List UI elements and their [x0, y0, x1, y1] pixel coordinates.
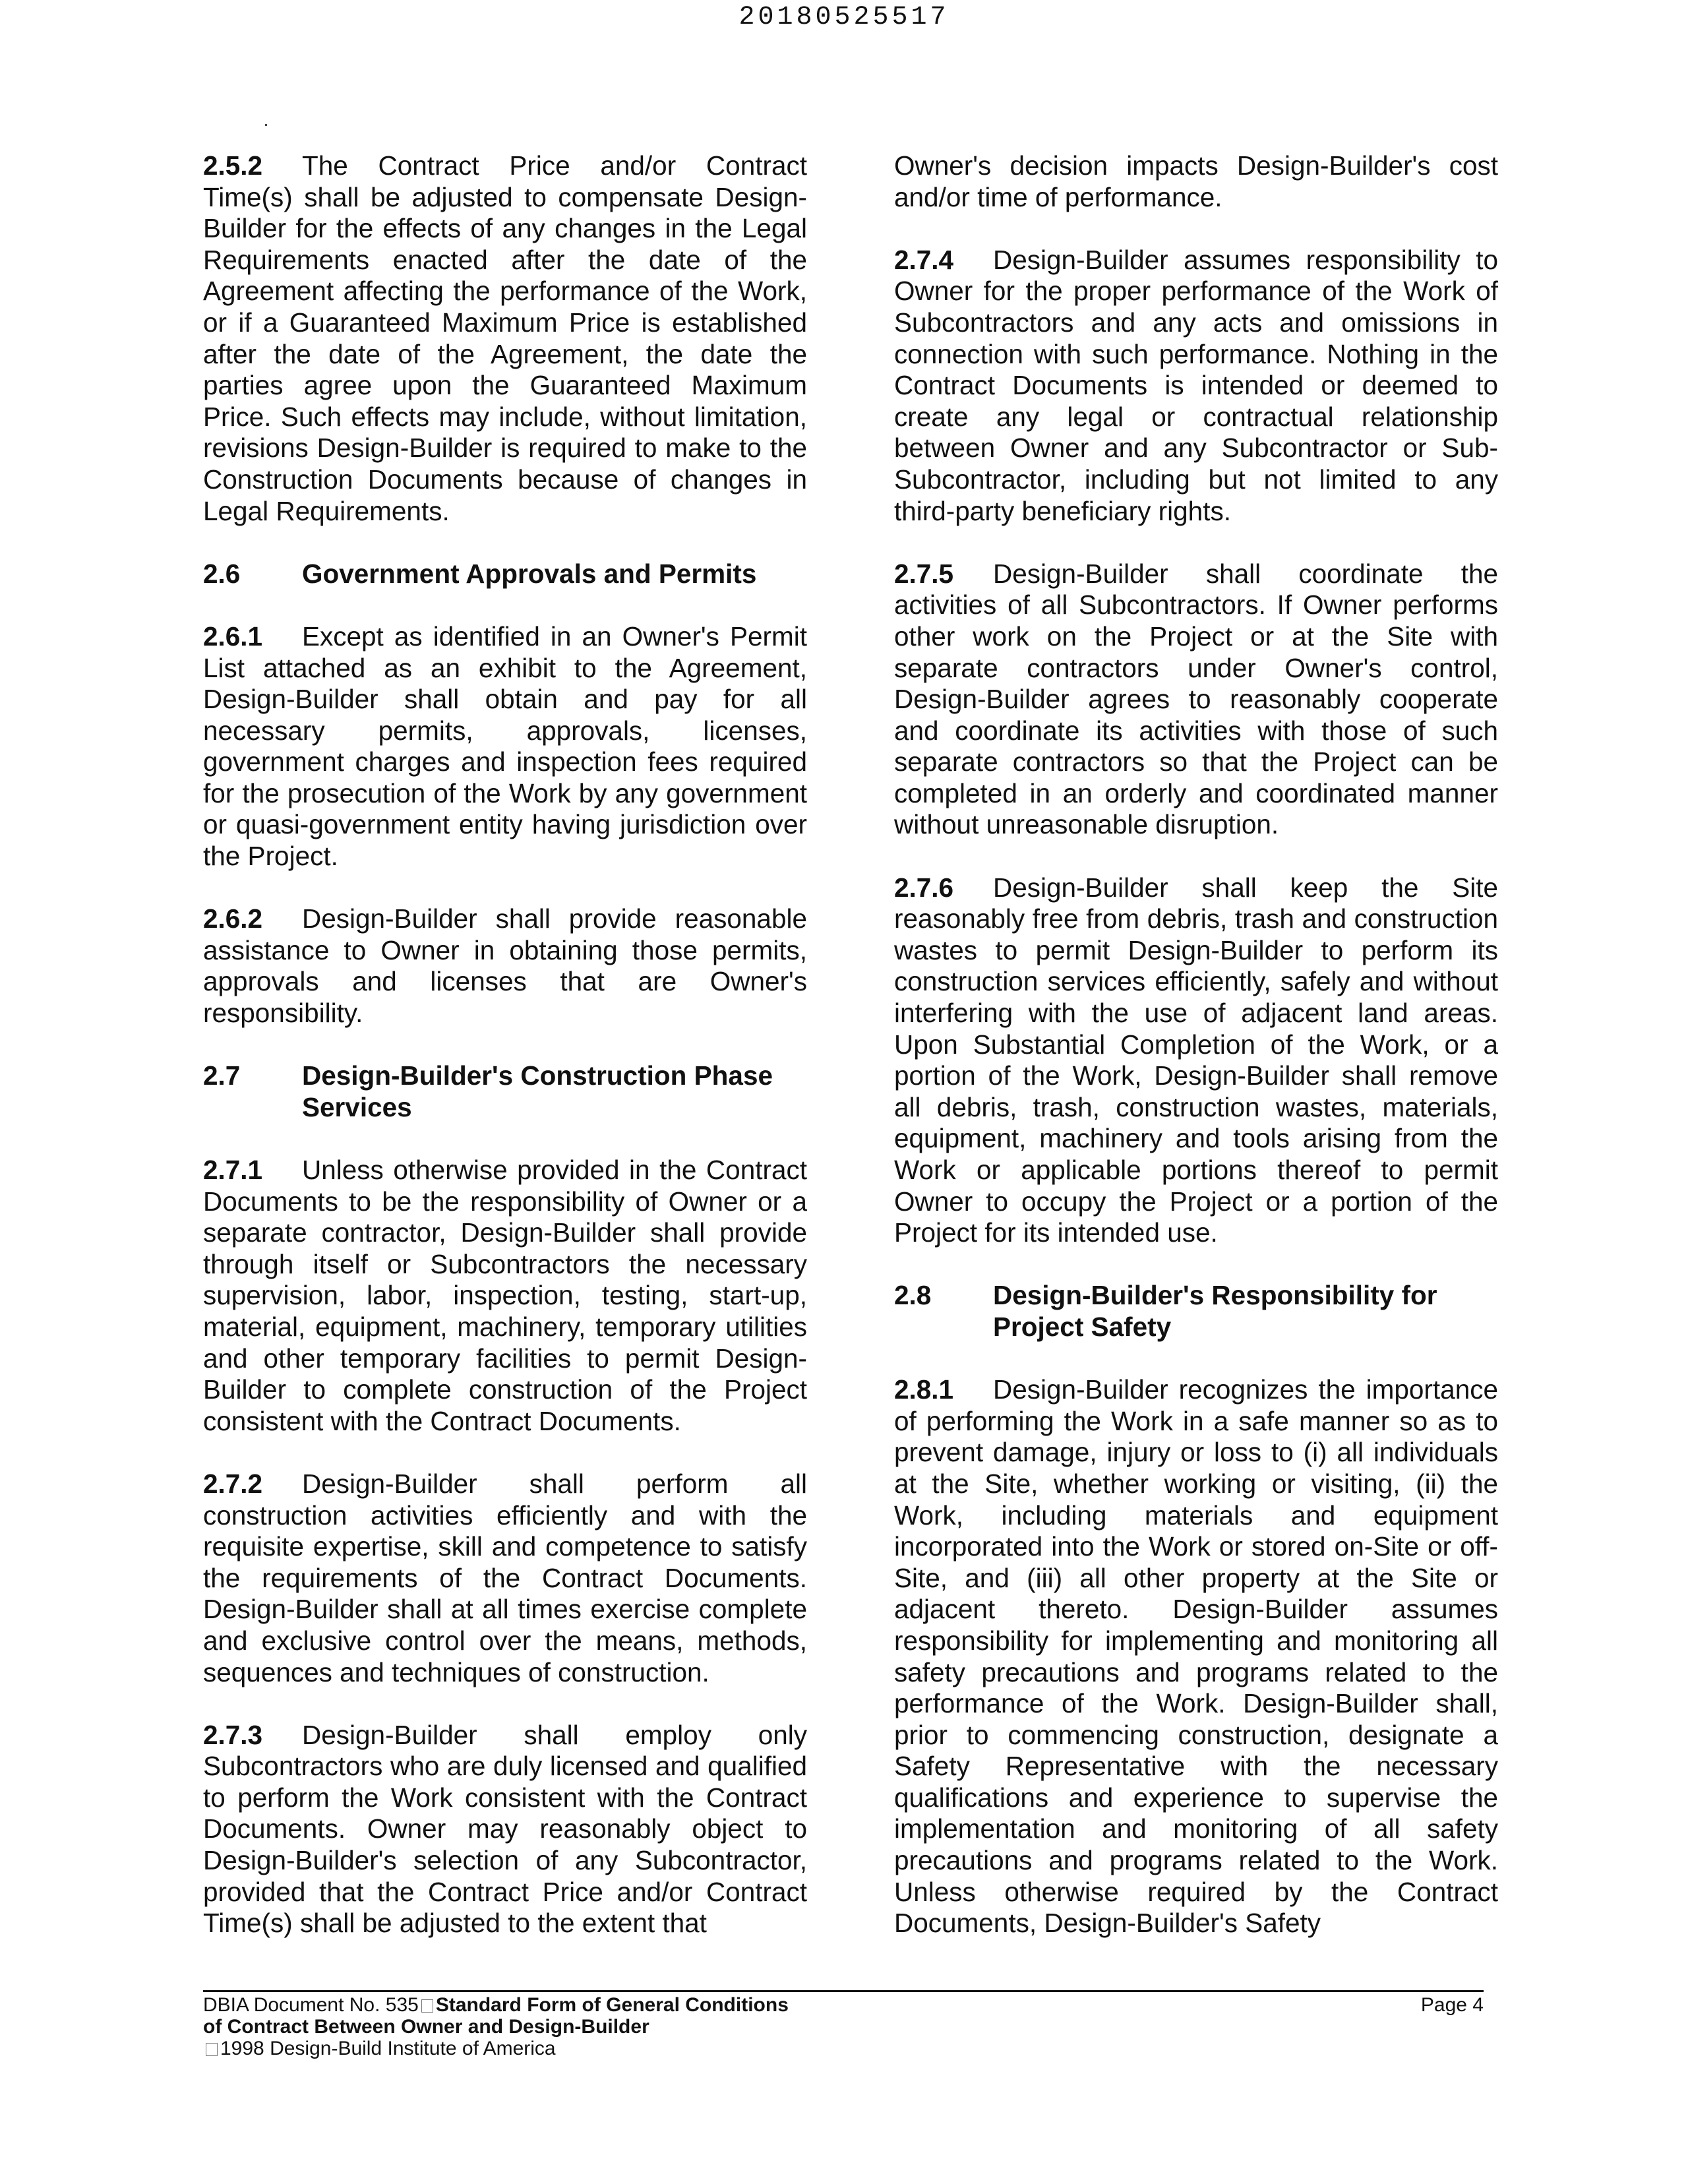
paragraph-text: Design-Builder assumes responsibility to Owner for the proper performance of the Work of Subcontractors and any acts and omissions in connection with such performance. Nothing in the Contract Documents is intended or deemed to create any legal or contractual relationship between Owner and any Subcontractor or Sub-Subcontractor, including but not limited to any third-party beneficiary rights.: [894, 244, 1498, 526]
section-number: 2.7.5: [894, 558, 954, 589]
footer-line-1: [203, 1994, 1484, 2016]
section-number: 2.7.2: [203, 1468, 263, 1499]
section-number: 2.7.3: [203, 1719, 263, 1750]
footer-rule: [203, 1990, 1484, 1992]
footer-title-line-2: of Contract Between Owner and Design-Builder: [203, 2016, 649, 2038]
paragraph-2-7-1: [203, 1155, 807, 1437]
paragraph-text: Unless otherwise provided in the Contract Documents to be the responsibility of Owner or a separate contractor, Design-Builder shall provide through itself or Subcontractors the necessary supervision, labor, inspection, testing, start-up, material, equipment, machinery, temporary utilities and other temporary facilities to permit Design-Builder to complete construction of the Project consistent with the Contract Documents.: [203, 1155, 807, 1436]
page-number: Page 4: [1420, 1994, 1484, 2016]
section-number: 2.7: [203, 1060, 241, 1091]
heading-2-6: [203, 559, 807, 590]
section-number: 2.6.1: [203, 621, 263, 652]
footer-title-line-1: Standard Form of General Conditions: [435, 1994, 789, 2016]
paragraph-text: Design-Builder shall coordinate the activities of all Subcontractors. If Owner performs other work on the Project or at the Site with separate contractors under Owner's control, Design-Builder agrees to reasonably cooperate and coordinate its activities with those of such separate contractors so that the Project can be completed in an orderly and coordinated manner without unreasonable disruption.: [894, 558, 1498, 840]
copyright-glyph-icon: [206, 2043, 218, 2056]
section-number: 2.6.2: [203, 903, 263, 934]
paragraph-text: Design-Builder shall perform all construction activities efficiently and with the requisite expertise, skill and competence to satisfy the requirements of the Contract Documents. Design-Builder shall at all times exercise complete and exclusive control over the means, methods, sequences and techniques of construction.: [203, 1468, 807, 1687]
paragraph-2-7-4: [894, 245, 1498, 527]
scan-speck: [265, 124, 267, 126]
footer-doc-number: DBIA Document No. 535: [203, 1994, 419, 2016]
paragraph-text: Design-Builder recognizes the importance of performing the Work in a safe manner so as to prevent damage, injury or loss to (i) all individuals at the Site, whether working or visiting, (ii) the Work, including materials and equipment incorporated into the Work or stored on-Site or off-Site, and (iii) all other property at the Site or adjacent thereto. Design-Builder assumes responsibility for implementing and monitoring all safety precautions and programs related to the performance of the Work. Design-Builder shall, prior to commencing construction, designate a Safety Representative with the necessary qualifications and experience to supervise the implementation and monitoring of all safety precautions and programs related to the Work. Unless otherwise required by the Contract Documents, Design-Builder's Safety: [894, 1374, 1498, 1939]
heading-2-7: [203, 1060, 807, 1123]
paragraph-2-7-6: [894, 872, 1498, 1249]
paragraph-text: Except as identified in an Owner's Permit List attached as an exhibit to the Agreement, Design-Builder shall obtain and pay for all necessary permits, approvals, licenses, government charges and inspection fees required for the prosecution of the Work by any government or quasi-government entity having jurisdiction over the Project.: [203, 621, 807, 872]
separator-glyph-icon: [421, 1999, 433, 2013]
section-number: 2.5.2: [203, 150, 263, 181]
paragraph-2-7-3: [203, 1720, 807, 1939]
paragraph-text: Design-Builder shall employ only Subcontractors who are duly licensed and qualified to perform the Work consistent with the Contract Documents. Owner may reasonably object to Design-Builder's selection of any Subcontractor, provided that the Contract Price and/or Contract Time(s) shall be adjusted to the extent that: [203, 1719, 807, 1939]
paragraph-text: Design-Builder shall provide reasonable assistance to Owner in obtaining those permits, approvals and licenses that are Owner's responsibility.: [203, 903, 807, 1029]
section-title: Design-Builder's Construction Phase Services: [302, 1060, 773, 1122]
paragraph-2-7-2: [203, 1469, 807, 1688]
footer-line-2: [203, 2016, 1484, 2038]
page-footer: [203, 1994, 1484, 2059]
paragraph-2-6-2: [203, 903, 807, 1029]
paragraph-text: Owner's decision impacts Design-Builder's cost and/or time of performance.: [894, 150, 1498, 212]
paragraph-text: The Contract Price and/or Contract Time(s) shall be adjusted to compensate Design-Builder for the effects of any changes in the Legal Requirements enacted after the date of the Agreement affecting the performance of the Work, or if a Guaranteed Maximum Price is established after the date of the Agreement, the date the parties agree upon the Guaranteed Maximum Price. Such effects may include, without limitation, revisions Design-Builder is required to make to the Construction Documents because of changes in Legal Requirements.: [203, 150, 807, 526]
footer-copyright: 1998 Design-Build Institute of America: [220, 2038, 556, 2059]
section-number: 2.6: [203, 558, 241, 589]
section-number: 2.7.4: [894, 244, 954, 275]
section-number: 2.8.1: [894, 1374, 954, 1405]
section-title: Design-Builder's Responsibility for Project Safety: [993, 1280, 1437, 1342]
document-id: 20180525517: [738, 3, 950, 32]
left-column: [203, 150, 807, 1970]
section-number: 2.8: [894, 1280, 932, 1311]
section-title: Government Approvals and Permits: [302, 558, 757, 589]
paragraph-2-6-1: [203, 621, 807, 872]
section-number: 2.7.6: [894, 872, 954, 903]
paragraph-text: Design-Builder shall keep the Site reasonably free from debris, trash and construction wastes to permit Design-Builder to perform its construction services efficiently, safely and without interfering with the use of adjacent land areas. Upon Substantial Completion of the Work, or a portion of the Work, Design-Builder shall remove all debris, trash, construction wastes, materials, equipment, machinery and tools arising from the Work or applicable portions thereof to permit Owner to occupy the Project or a portion of the Project for its intended use.: [894, 872, 1498, 1248]
right-column: [894, 150, 1498, 1970]
paragraph-2-7-5: [894, 559, 1498, 841]
paragraph-2-7-3-continued: [894, 150, 1498, 213]
footer-line-3: [203, 2038, 1484, 2059]
section-number: 2.7.1: [203, 1155, 263, 1185]
paragraph-2-8-1: [894, 1374, 1498, 1939]
heading-2-8: [894, 1280, 1498, 1343]
paragraph-2-5-2: [203, 150, 807, 527]
